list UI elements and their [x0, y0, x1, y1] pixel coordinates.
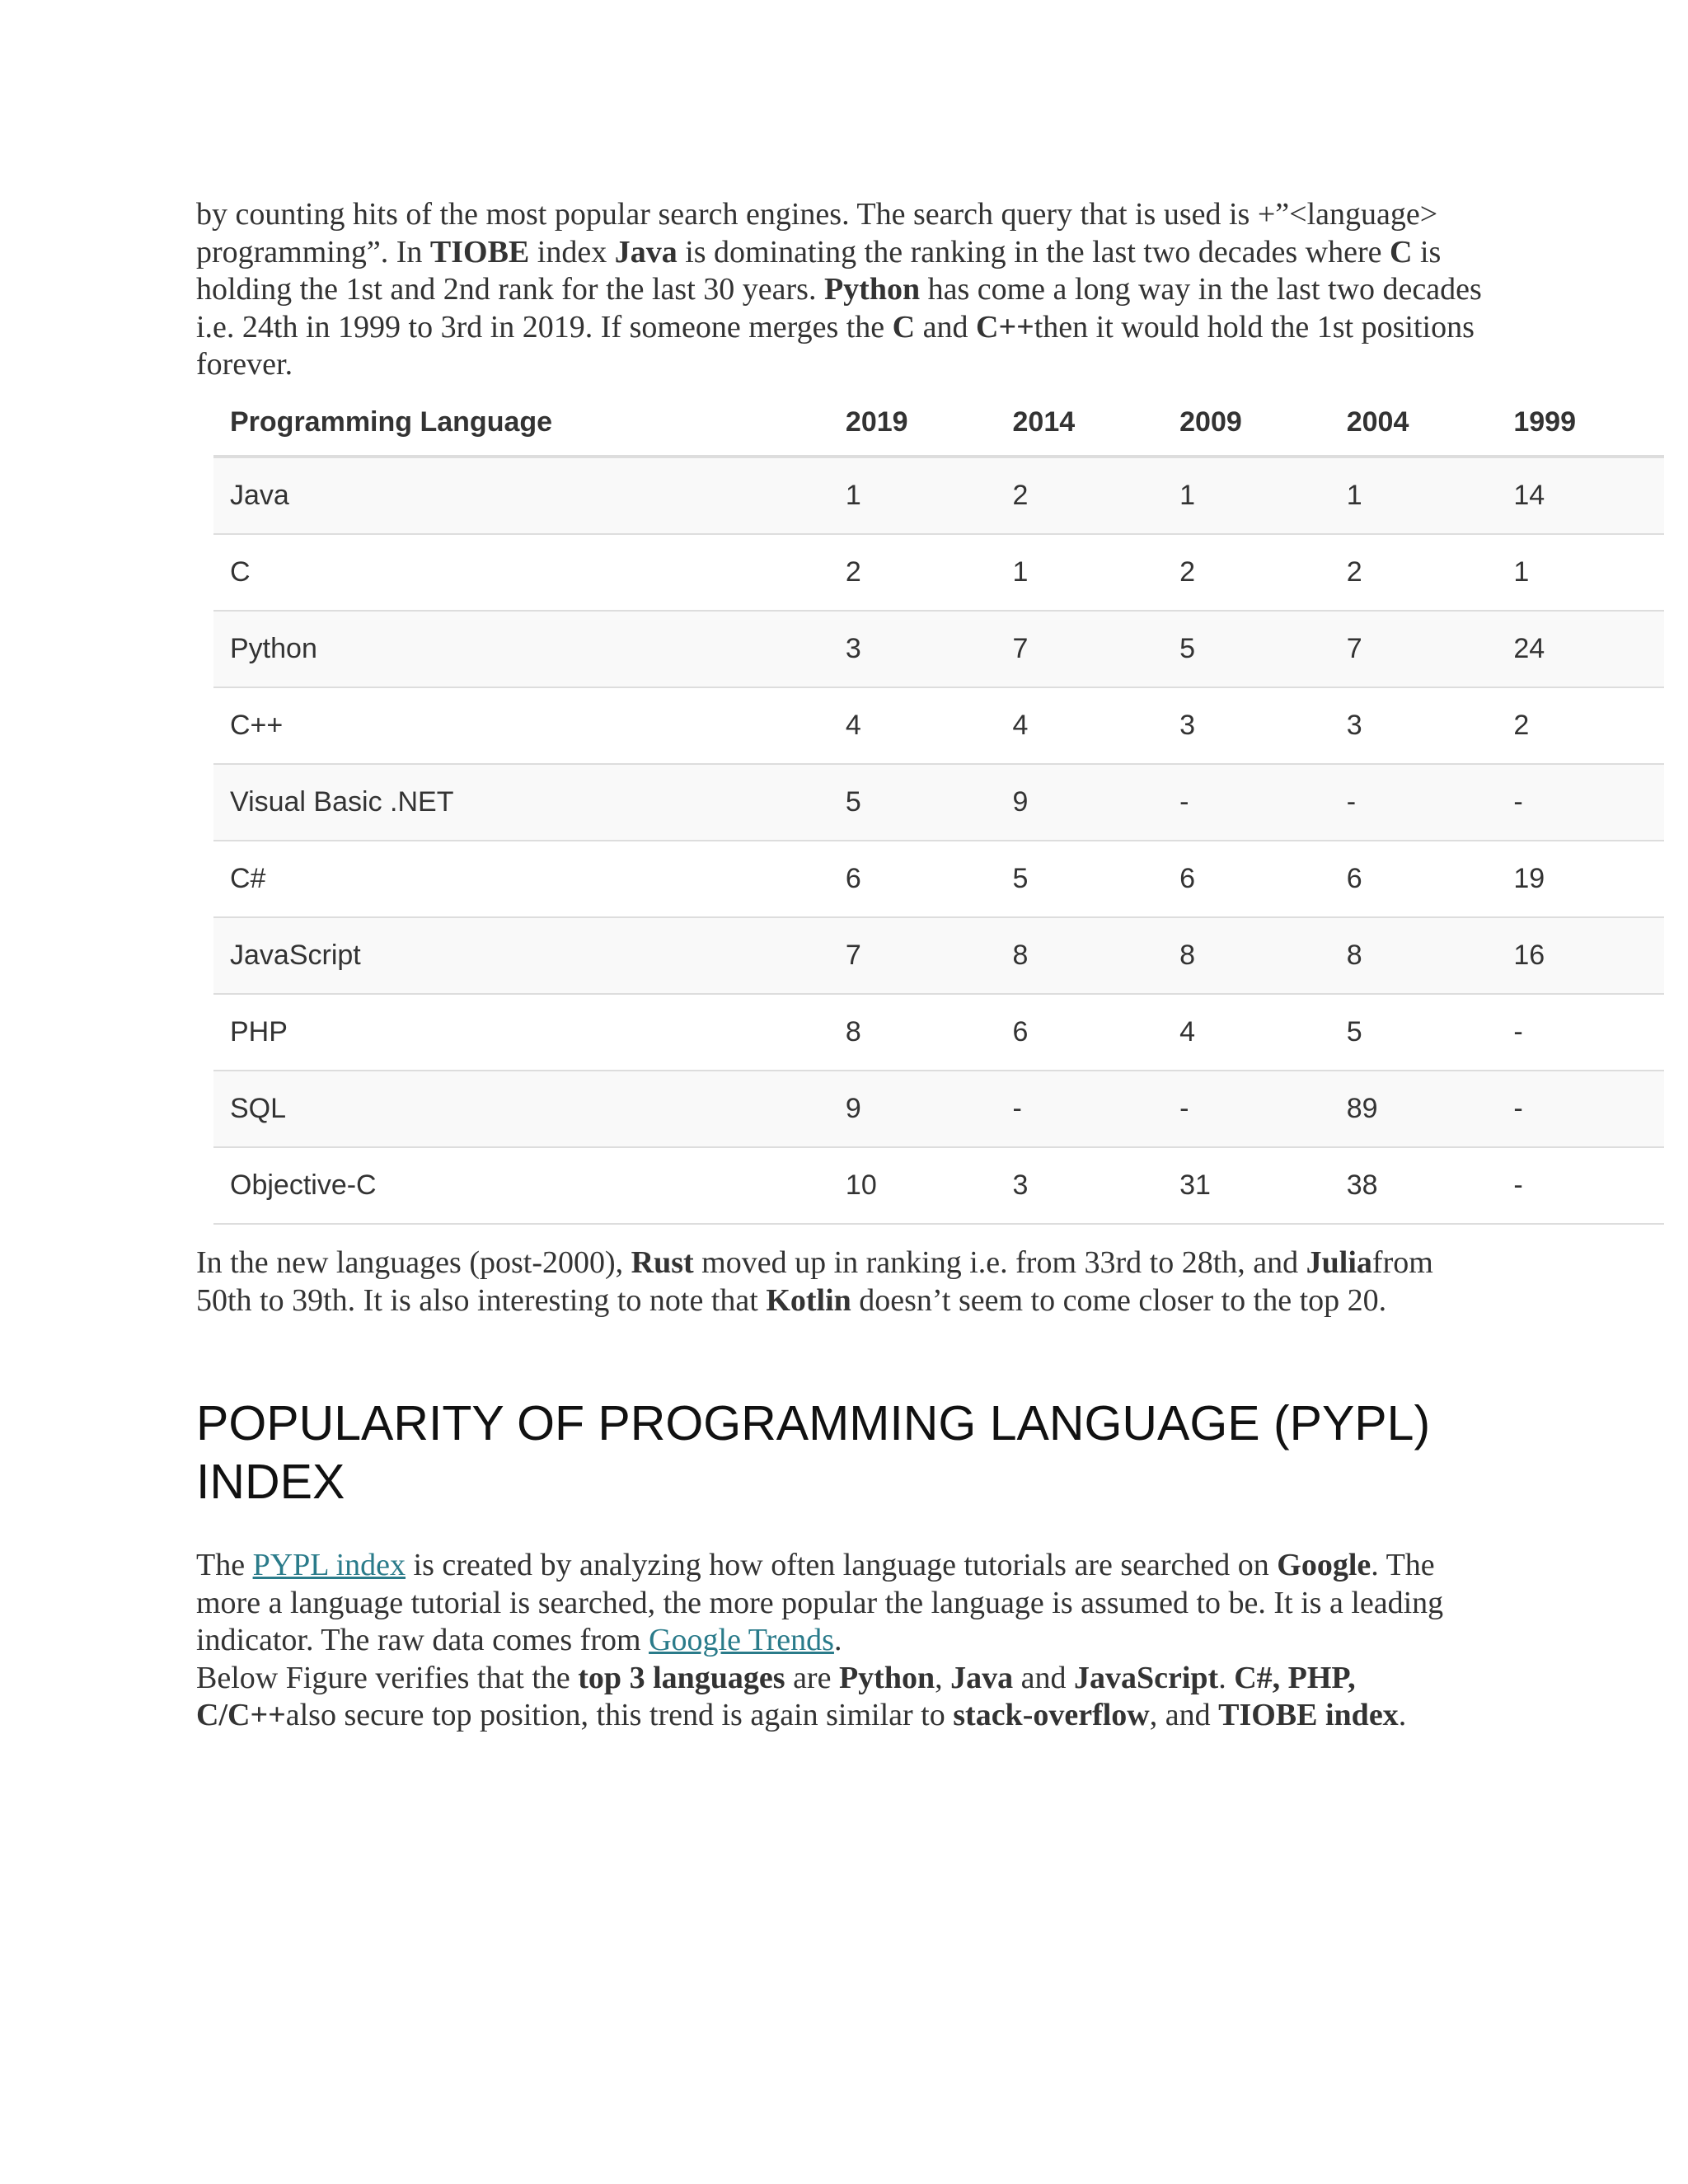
rank-cell: 7: [996, 611, 1164, 687]
bold-term: top 3 languages: [578, 1660, 785, 1695]
column-header: 2009: [1163, 389, 1330, 457]
text-span: Below Figure verifies that the: [196, 1660, 579, 1695]
rank-cell: -: [1497, 1147, 1664, 1224]
table-row: [213, 1147, 1664, 1224]
text-span: is dominating the ranking in the last two decades where: [677, 234, 1390, 269]
language-cell: Visual Basic .NET: [213, 764, 829, 841]
rank-cell: 8: [1330, 917, 1498, 994]
rank-cell: 6: [1330, 841, 1498, 917]
column-header: 2004: [1330, 389, 1498, 457]
bold-term: C#, PHP, C/C++: [196, 1660, 1356, 1732]
column-header: Programming Language: [213, 389, 829, 457]
rank-cell: 9: [996, 764, 1164, 841]
text-span: by counting hits of the most popular search engines. The search query that is used is +”<language> programming”. In: [196, 197, 1438, 269]
bold-term: C: [892, 309, 916, 344]
pypl-paragraph: [196, 1547, 1482, 1735]
rank-cell: 3: [829, 611, 996, 687]
table-row: [213, 457, 1664, 534]
rank-cell: 4: [829, 687, 996, 764]
text-span: also secure top position, this trend is again similar to: [285, 1698, 954, 1732]
text-span: , and: [1149, 1698, 1219, 1732]
table-row: [213, 534, 1664, 611]
bold-term: stack-overflow: [953, 1698, 1150, 1732]
rank-cell: -: [1497, 764, 1664, 841]
text-span: ,: [935, 1660, 951, 1695]
text-span: index: [529, 234, 615, 269]
text-span: The: [196, 1548, 253, 1582]
section-heading: POPULARITY OF PROGRAMMING LANGUAGE (PYPL) INDEX: [196, 1396, 1431, 1509]
bold-term: Kotlin: [766, 1282, 851, 1318]
rank-cell: -: [1497, 994, 1664, 1071]
text-span: and: [915, 309, 976, 344]
column-header: 1999: [1497, 389, 1664, 457]
bold-term: Python: [838, 1660, 935, 1695]
rank-cell: 2: [1163, 534, 1330, 611]
rank-cell: 8: [829, 994, 996, 1071]
ranking-table: [213, 389, 1664, 1225]
rank-cell: 3: [996, 1147, 1164, 1224]
rank-cell: 5: [829, 764, 996, 841]
bold-term: JavaScript: [1073, 1660, 1219, 1695]
rank-cell: 31: [1163, 1147, 1330, 1224]
table-row: [213, 917, 1664, 994]
bold-term: TIOBE index: [1218, 1698, 1399, 1732]
text-span: . The more a language tutorial is searched, the more popular the language is assumed to be. It is a leading indicator. The raw data comes from: [196, 1548, 1444, 1657]
rank-cell: 7: [1330, 611, 1498, 687]
text-span: is holding the 1st and 2nd rank for the last 30 years.: [196, 234, 1442, 307]
rank-cell: 38: [1330, 1147, 1498, 1224]
text-span: .: [1218, 1660, 1235, 1695]
intro-paragraph: [196, 196, 1482, 384]
rank-cell: 2: [1330, 534, 1498, 611]
rank-cell: 1: [1330, 457, 1498, 534]
rank-cell: 4: [1163, 994, 1330, 1071]
rank-cell: 5: [1163, 611, 1330, 687]
table-row: [213, 611, 1664, 687]
language-cell: C++: [213, 687, 829, 764]
rank-cell: 1: [996, 534, 1164, 611]
language-cell: Objective-C: [213, 1147, 829, 1224]
language-cell: Java: [213, 457, 829, 534]
rank-cell: 3: [1163, 687, 1330, 764]
text-span: In the new languages (post-2000),: [196, 1245, 631, 1280]
rank-cell: -: [1330, 764, 1498, 841]
text-span: is created by analyzing how often language tutorials are searched on: [406, 1548, 1278, 1582]
rank-cell: 89: [1330, 1071, 1498, 1147]
rank-cell: 2: [1497, 687, 1664, 764]
rank-cell: 6: [1163, 841, 1330, 917]
text-span: has come a long way in the last two decades i.e. 24th in 1999 to 3rd in 2019. If someone merges the: [196, 272, 1482, 344]
rank-cell: -: [1497, 1071, 1664, 1147]
text-span: are: [785, 1660, 839, 1695]
language-cell: SQL: [213, 1071, 829, 1147]
rank-cell: 8: [1163, 917, 1330, 994]
rank-cell: 6: [996, 994, 1164, 1071]
rank-cell: -: [1163, 764, 1330, 841]
rank-cell: 16: [1497, 917, 1664, 994]
bold-term: C: [1389, 234, 1413, 269]
table-row: [213, 994, 1664, 1071]
rank-cell: 3: [1330, 687, 1498, 764]
language-cell: PHP: [213, 994, 829, 1071]
bold-term: Google: [1277, 1548, 1372, 1582]
rank-cell: 9: [829, 1071, 996, 1147]
rank-cell: 2: [829, 534, 996, 611]
bold-term: Java: [950, 1660, 1014, 1695]
rank-cell: 19: [1497, 841, 1664, 917]
rank-cell: -: [1163, 1071, 1330, 1147]
rank-cell: 4: [996, 687, 1164, 764]
new-languages-paragraph: [196, 1244, 1482, 1319]
rank-cell: 6: [829, 841, 996, 917]
bold-term: Rust: [631, 1245, 694, 1280]
bold-term: Python: [823, 272, 921, 307]
pypl-index-link[interactable]: PYPL index: [252, 1548, 406, 1582]
rank-cell: 2: [996, 457, 1164, 534]
bold-term: C++: [976, 309, 1034, 344]
google-trends-link[interactable]: Google Trends: [649, 1623, 834, 1657]
rank-cell: 8: [996, 917, 1164, 994]
text-span: from 50th to 39th. It is also interesting to note that: [196, 1245, 1433, 1318]
rank-cell: 5: [996, 841, 1164, 917]
text-span: doesn’t seem to come closer to the top 20.: [851, 1282, 1387, 1318]
language-cell: C#: [213, 841, 829, 917]
text-span: .: [833, 1623, 842, 1657]
rank-cell: 7: [829, 917, 996, 994]
rank-cell: 1: [1163, 457, 1330, 534]
rank-cell: 5: [1330, 994, 1498, 1071]
table-row: [213, 764, 1664, 841]
rank-cell: 1: [829, 457, 996, 534]
text-span: then it would hold the 1st positions forever.: [196, 309, 1475, 382]
language-cell: JavaScript: [213, 917, 829, 994]
rank-cell: 14: [1497, 457, 1664, 534]
rank-cell: -: [996, 1071, 1164, 1147]
column-header: 2019: [829, 389, 996, 457]
text-span: moved up in ranking i.e. from 33rd to 28th, and: [693, 1245, 1306, 1280]
table-body: [213, 457, 1664, 1224]
language-cell: C: [213, 534, 829, 611]
bold-term: Java: [614, 234, 678, 269]
table-header-row: [213, 389, 1664, 457]
text-span: and: [1013, 1660, 1074, 1695]
table-row: [213, 841, 1664, 917]
table-row: [213, 687, 1664, 764]
table-row: [213, 1071, 1664, 1147]
text-span: .: [1398, 1698, 1407, 1732]
rank-cell: 10: [829, 1147, 996, 1224]
language-cell: Python: [213, 611, 829, 687]
bold-term: Julia: [1306, 1245, 1372, 1280]
rank-cell: 24: [1497, 611, 1664, 687]
bold-term: TIOBE: [429, 234, 530, 269]
rank-cell: 1: [1497, 534, 1664, 611]
column-header: 2014: [996, 389, 1164, 457]
